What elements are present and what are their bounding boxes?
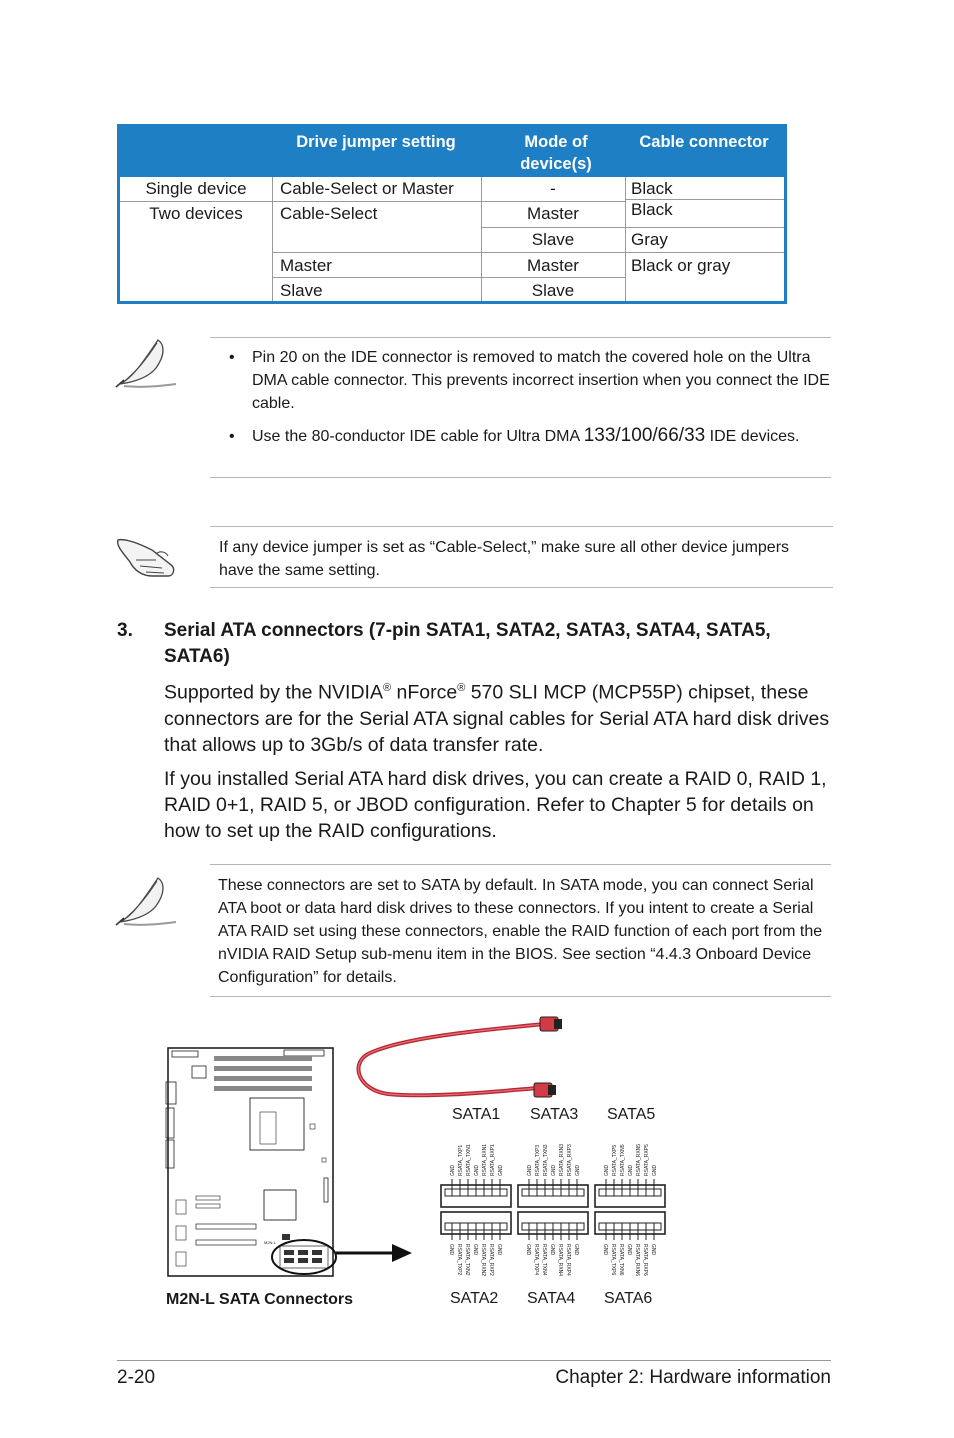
pin-label: RSATA_TXP6 (610, 1244, 616, 1276)
pin-label: RSATA_RXN3 (559, 1143, 565, 1176)
pin-label: GND (472, 1244, 478, 1256)
pin-label: RSATA_TXN4 (541, 1244, 547, 1276)
figure-caption: M2N-L SATA Connectors (166, 1291, 353, 1308)
pin-label: GND (650, 1244, 656, 1256)
header-cable-connector: Cable connector (639, 133, 769, 151)
label-sata2: SATA2 (450, 1290, 499, 1307)
chapter-title: Chapter 2: Hardware information (555, 1367, 831, 1388)
label-sata3: SATA3 (530, 1106, 579, 1123)
label-sata1: SATA1 (452, 1106, 501, 1123)
pin-label: RSATA_TXN1 (466, 1144, 472, 1176)
pin-label: GND (551, 1164, 557, 1176)
section-title: Serial ATA connectors (7-pin SATA1, SATA2, SATA3, SATA4, SATA5, SATA6) (164, 620, 771, 667)
pin-label: GND (652, 1164, 658, 1176)
sata-connector-array (441, 1179, 665, 1240)
cell-slave-1: Slave (531, 230, 575, 249)
pin-label: GND (604, 1164, 610, 1176)
note-cable-select-text: If any device jumper is set as “Cable-Select,” make sure all other device jumpers have the same setting. (219, 539, 790, 579)
feather-pen-icon (112, 334, 184, 390)
pointer-arrow (336, 1244, 412, 1262)
page-number: 2-20 (117, 1367, 156, 1388)
note-sata-default-text: These connectors are set to SATA by default. In SATA mode, you can connect Serial ATA boot or data hard disk drives to these connectors. If you intent to create a Serial ATA RAID set using these connectors, enable the RAID function of each port from the nVIDIA RAID Setup sub-menu item in the BIOS. See section “4.4.3 Onboard Device Configuration” for details. (218, 877, 823, 986)
header-drive-jumper-setting: Drive jumper setting (296, 133, 456, 151)
board-label: M2N-L (264, 1240, 277, 1245)
section-number: 3. (117, 620, 133, 641)
pin-label: RSATA_RXP6 (642, 1244, 648, 1276)
pin-label: RSATA_RXN5 (636, 1143, 642, 1176)
pin-label: RSATA_RXP1 (490, 1144, 496, 1176)
pin-label: RSATA_TXN5 (620, 1144, 626, 1176)
label-sata5: SATA5 (607, 1106, 656, 1123)
cell-black-1: Black (631, 179, 673, 198)
cell-gray: Gray (631, 230, 668, 249)
pin-label: RSATA_RXP5 (644, 1144, 650, 1176)
header-mode-of-devices: Mode of device(s) (520, 133, 592, 173)
motherboard-diagram (166, 1048, 336, 1276)
cell-cable-select: Cable-Select (280, 204, 378, 223)
note-pin20-text: Pin 20 on the IDE connector is removed to match the covered hole on the Ultra DMA cable connector. This prevents incorrect insertion when you connect the IDE cable. (252, 349, 830, 412)
cell-two-devices: Two devices (149, 204, 243, 223)
pin-label: RSATA_TXP5 (612, 1144, 618, 1176)
pin-label: RSATA_RXN4 (557, 1244, 563, 1277)
pin-label: GND (496, 1244, 502, 1256)
section-paragraph-2: If you installed Serial ATA hard disk drives, you can create a RAID 0, RAID 1, RAID 0+1, RAID 5, or JBOD configuration. Refer to Chapter 5 for details on how to set up the RAID configurations. (164, 768, 827, 842)
pin-label: RSATA_RXN2 (480, 1244, 486, 1277)
label-sata6: SATA6 (604, 1290, 653, 1307)
pin-label: GND (498, 1164, 504, 1176)
feather-pen-icon (112, 872, 184, 928)
sata-connectors-figure (160, 1008, 680, 1308)
pin-label: GND (602, 1244, 608, 1256)
sata-cable (358, 1017, 562, 1097)
cell-master-1: Master (527, 204, 579, 223)
pin-label: RSATA_RXP3 (567, 1144, 573, 1176)
cell-single-device: Single device (145, 179, 247, 198)
pin-label: RSATA_RXN6 (634, 1244, 640, 1277)
pin-label: GND (525, 1244, 531, 1256)
cell-dash: - (550, 179, 556, 198)
pin-label: RSATA_TXP2 (456, 1244, 462, 1276)
pin-label: RSATA_RXP2 (488, 1244, 494, 1276)
pin-label: GND (575, 1164, 581, 1176)
label-sata4: SATA4 (527, 1290, 576, 1307)
hand-pointer-icon (112, 530, 182, 582)
pin-label: GND (527, 1164, 533, 1176)
pin-label: GND (448, 1244, 454, 1256)
pin-label: RSATA_TXN2 (464, 1244, 470, 1276)
pin-label: GND (628, 1164, 634, 1176)
pin-label: GND (450, 1164, 456, 1176)
pin-label: RSATA_TXN6 (618, 1244, 624, 1276)
bullet: • (229, 428, 235, 445)
cell-master-2: Master (280, 256, 332, 275)
pin-label: RSATA_RXN1 (482, 1143, 488, 1176)
cell-slave-2: Slave (280, 281, 323, 300)
section-paragraph-1: Supported by the NVIDIA® nForce® 570 SLI MCP (MCP55P) chipset, these connectors are for the Serial ATA signal cables for Serial ATA hard disk drives that allows up to 3Gb/s of data transfer rate. (164, 681, 830, 756)
pin-label: RSATA_TXP4 (533, 1244, 539, 1276)
bullet: • (229, 349, 235, 366)
cell-black-2: Black (631, 200, 673, 219)
cell-slave-3: Slave (531, 281, 575, 300)
pin-label: GND (573, 1244, 579, 1256)
cell-master-3: Master (527, 256, 579, 275)
pin-label: RSATA_TXN3 (543, 1144, 549, 1176)
jumper-settings-table (117, 124, 787, 304)
cell-black-or-gray: Black or gray (631, 256, 731, 275)
pin-label: RSATA_RXP4 (565, 1244, 571, 1276)
pin-label: RSATA_TXP1 (458, 1144, 464, 1176)
pin-label: RSATA_TXP3 (535, 1144, 541, 1176)
cell-cable-select-or-master: Cable-Select or Master (280, 179, 454, 198)
pin-label: GND (474, 1164, 480, 1176)
note-ultra-dma-text: Use the 80-conductor IDE cable for Ultra DMA 133/100/66/33 IDE devices. (252, 425, 800, 446)
pin-label: GND (549, 1244, 555, 1256)
pin-label: GND (626, 1244, 632, 1256)
